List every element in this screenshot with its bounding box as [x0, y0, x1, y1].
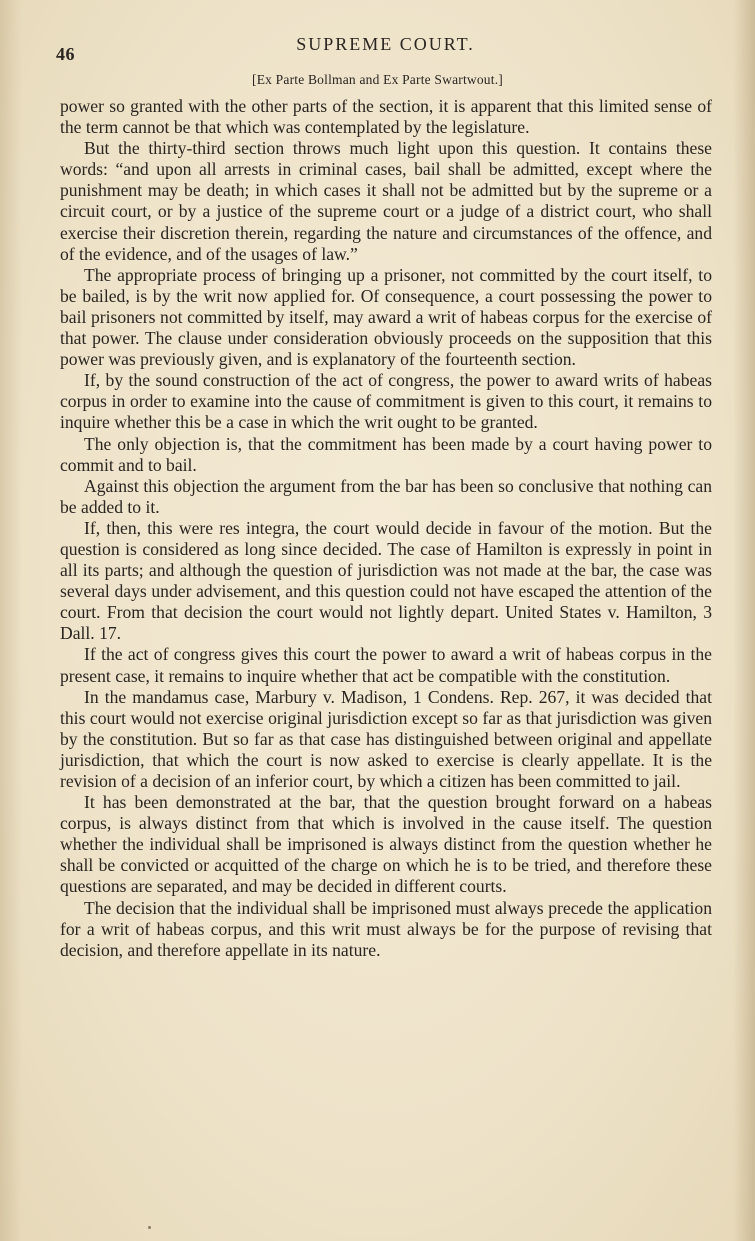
- paragraph: If, then, this were res integra, the court would decide in favour of the motion. But the question is considered as long since decided. The case of Hamilton is expressly in point in all its parts; and although the question of jurisdiction was not made at the bar, the case was several days under advisement, and this question could not have escaped the attention of the court. From that decision the court would not lightly depart. United States v. Hamilton, 3 Dall. 17.: [60, 517, 712, 644]
- paragraph: power so granted with the other parts of the section, it is apparent that this limited sense of the term cannot be that which was contemplated by the legislature.: [60, 96, 712, 138]
- page-edge-shadow-right: [733, 0, 755, 1241]
- paragraph: In the mandamus case, Marbury v. Madison, 1 Condens. Rep. 267, it was decided that this court would not exercise original jurisdiction except so far as that jurisdiction was given by the constitution. But so far as that case has distinguished between original and appellate jurisdiction, that which the court is now asked to exercise is clearly appellate. It is the revision of a decision of an inferior court, by which a citizen has been committed to jail.: [60, 686, 712, 791]
- paragraph: The decision that the individual shall be imprisoned must always precede the application for a writ of habeas corpus, and this writ must always be for the purpose of revising that decision, and therefore appellate in its nature.: [60, 897, 712, 960]
- paragraph: Against this objection the argument from the bar has been so conclusive that nothing can be added to it.: [60, 475, 712, 517]
- paragraph: The only objection is, that the commitment has been made by a court having power to commit and to bail.: [60, 433, 712, 475]
- paragraph: If the act of congress gives this court the power to award a writ of habeas corpus in the present case, it remains to inquire whether that act be compatible with the constitution.: [60, 644, 712, 686]
- paragraph: If, by the sound construction of the act of congress, the power to award writs of habeas corpus in order to examine into the cause of commitment is given to this court, it remains to inquire whether this be a case in which the writ ought to be granted.: [60, 370, 712, 433]
- page-title: SUPREME COURT.: [296, 34, 475, 54]
- page-number: 46: [56, 44, 75, 64]
- ink-speck: [148, 1226, 151, 1229]
- case-caption: [Ex Parte Bollman and Ex Parte Swartwout.]: [252, 72, 503, 87]
- body-text: [60, 96, 712, 961]
- paragraph: The appropriate process of bringing up a prisoner, not committed by the court itself, to be bailed, is by the writ now applied for. Of consequence, a court possessing the power to bail prisoners not committed by itself, may award a writ of habeas corpus for the exercise of that power. The clause under consideration obviously proceeds on the supposition that this power was previously given, and is explanatory of the fourteenth section.: [60, 264, 712, 370]
- paragraph: It has been demonstrated at the bar, that the question brought forward on a habeas corpus, is always distinct from that which is involved in the cause itself. The question whether the individual shall be imprisoned is always distinct from the question whether he shall be convicted or acquitted of the charge on which he is to be tried, and therefore these questions are separated, and may be decided in different courts.: [60, 792, 712, 897]
- running-head: [56, 34, 715, 62]
- page-edge-shadow-left: [0, 0, 22, 1241]
- paragraph: But the thirty-third section throws much light upon this question. It contains these words: “and upon all arrests in criminal cases, bail shall be admitted, except where the punishment may be death; in which cases it shall not be admitted but by the supreme or a circuit court, or by a justice of the supreme court or a judge of a district court, who shall exercise their discretion therein, regarding the nature and circumstances of the offence, and of the evidence, and of the usages of law.”: [60, 138, 712, 264]
